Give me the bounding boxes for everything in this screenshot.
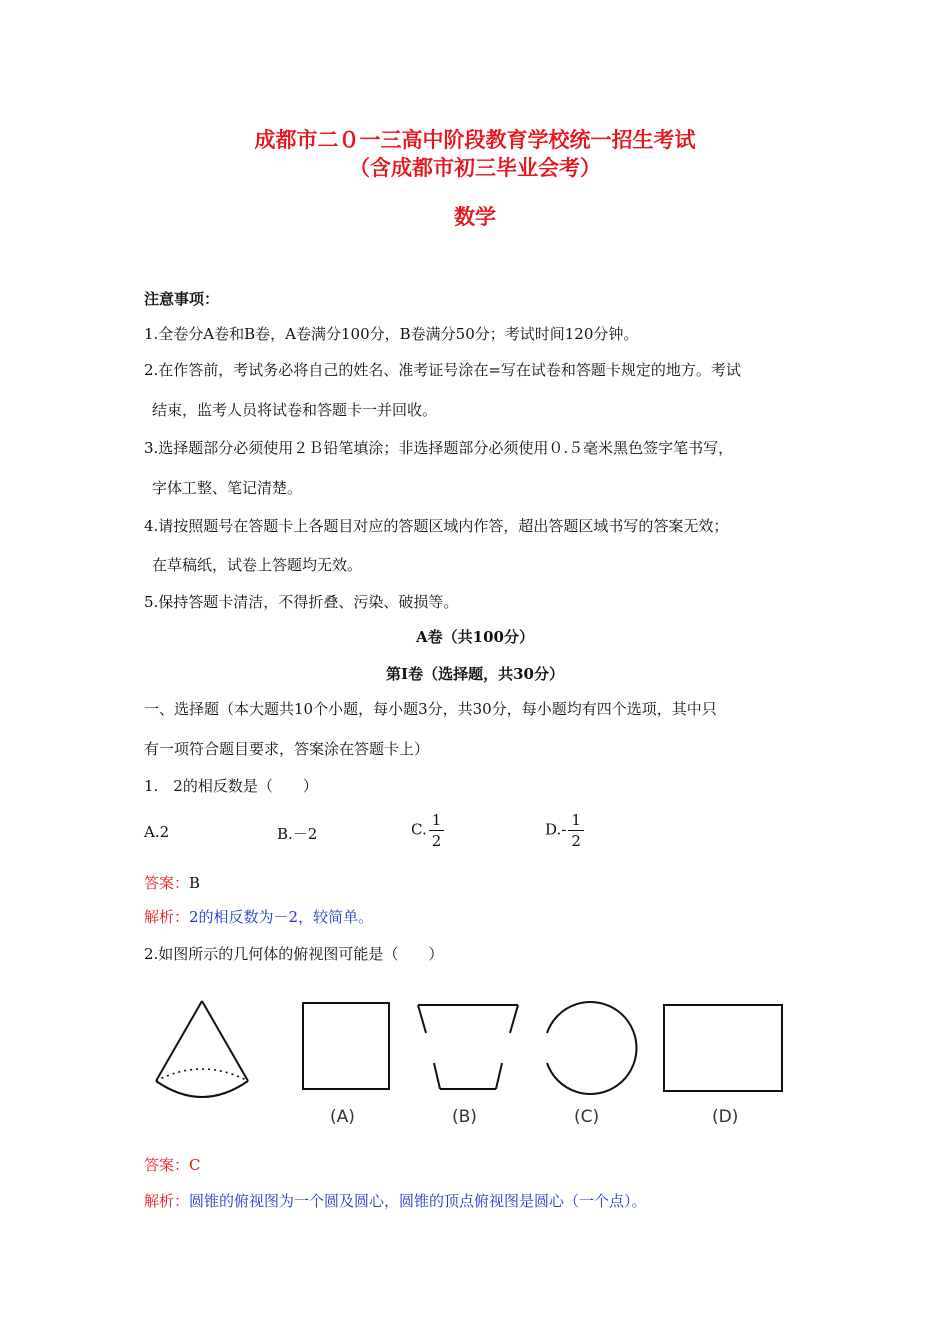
question-2-stem: 2.如图所示的几何体的俯视图可能是（ ） <box>144 945 444 963</box>
fraction <box>429 810 445 851</box>
option-d-rectangle <box>664 1005 782 1091</box>
q1-option-c-prefix: C. <box>411 820 427 839</box>
q2-answer <box>144 1154 201 1175</box>
fraction-denominator: 2 <box>571 832 581 850</box>
notice-item: 字体工整、笔记清楚。 <box>152 479 303 497</box>
answer-value: C <box>189 1156 201 1174</box>
figure-label-c: (C) <box>574 1107 600 1127</box>
q1-analysis <box>144 906 373 927</box>
part-one-heading: 第Ⅰ卷（选择题，共30分） <box>386 665 564 683</box>
notice-item: 1.全卷分A卷和B卷，A卷满分100分，B卷满分50分；考试时间120分钟。 <box>144 325 639 343</box>
analysis-label: 解析： <box>144 1192 190 1210</box>
figure-label-a: (A) <box>330 1107 355 1127</box>
subject-title: 数学 <box>454 204 496 229</box>
option-c-circle <box>547 1002 636 1094</box>
notice-item: 5.保持答题卡清洁，不得折叠、污染、破损等。 <box>144 593 459 611</box>
section-intro: 一、选择题（本大题共10个小题，每小题3分，共30分，每小题均有四个选项，其中只 <box>144 700 717 718</box>
q1-option-a: A.2 <box>144 823 170 841</box>
option-b-trapezoid <box>418 1005 518 1089</box>
cone-figure <box>156 1001 248 1097</box>
q1-answer <box>144 872 200 893</box>
paper-a-heading: A卷（共100分） <box>416 628 534 646</box>
fraction-numerator: 1 <box>568 810 584 831</box>
analysis-label: 解析： <box>144 908 190 926</box>
q2-analysis <box>144 1190 647 1211</box>
fraction-numerator: 1 <box>429 810 445 831</box>
notice-item: 2.在作答前，考试务必将自己的姓名、准考证号涂在=写在试卷和答题卡规定的地方。考试 <box>144 361 741 379</box>
fraction-denominator: 2 <box>431 832 442 850</box>
answer-label: 答案： <box>144 1156 190 1174</box>
analysis-text: 圆锥的俯视图为一个圆及圆心，圆锥的顶点俯视图是圆心（一个点）。 <box>189 1192 647 1210</box>
notice-item: 在草稿纸，试卷上答题均无效。 <box>152 556 363 574</box>
section-intro: 有一项符合题目要求，答案涂在答题卡上） <box>144 740 430 758</box>
q1-option-d-prefix: D.- <box>545 820 567 839</box>
q1-option-c <box>411 810 444 851</box>
answer-value: B <box>189 874 201 892</box>
exam-subtitle: （含成都市初三毕业会考） <box>349 155 601 180</box>
answer-label: 答案： <box>144 874 190 892</box>
figure-label-d: (D) <box>712 1107 739 1127</box>
fraction <box>568 810 584 851</box>
option-a-square <box>303 1003 389 1089</box>
figure-label-b: (B) <box>452 1107 477 1127</box>
notice-item: 结束，监考人员将试卷和答题卡一并回收。 <box>152 401 438 419</box>
notice-heading: 注意事项： <box>144 290 220 308</box>
q1-option-d <box>545 810 584 851</box>
notice-item: 3.选择题部分必须使用２Ｂ铅笔填涂；非选择题部分必须使用０.５毫米黑色签字笔书写， <box>144 439 734 457</box>
notice-item: 4.请按照题号在答题卡上各题目对应的答题区域内作答，超出答题区域书写的答案无效； <box>144 517 729 535</box>
q1-option-b: B.－2 <box>277 825 318 843</box>
analysis-text: 2的相反数为－2，较简单。 <box>189 908 374 926</box>
exam-title: 成都市二０一三高中阶段教育学校统一招生考试 <box>254 127 696 152</box>
question-1-stem: 1. 2的相反数是（ ） <box>144 777 318 795</box>
